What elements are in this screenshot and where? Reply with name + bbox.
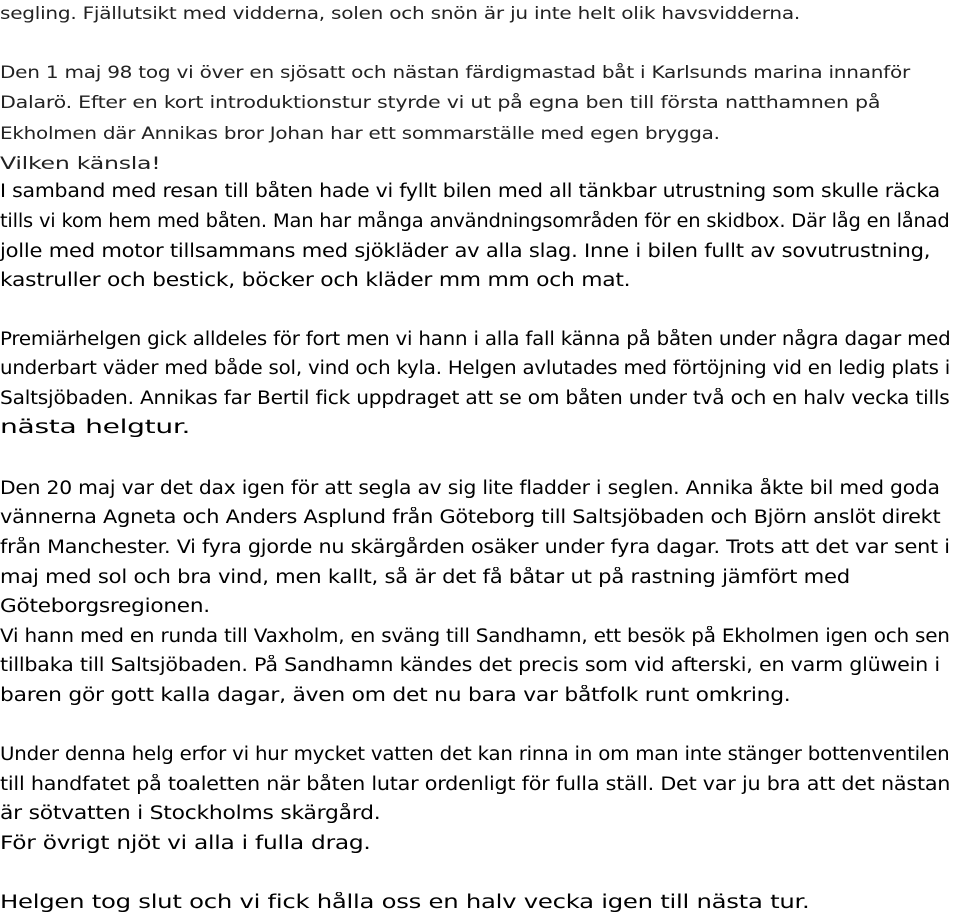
- text-line-25: För övrigt njöt vi alla i fulla drag.: [0, 833, 371, 854]
- text-line-17: maj med sol och bra vind, men kallt, så är det få båtar ut på rastning jämfört med: [0, 567, 850, 588]
- text-line-6: I samband med resan till båten hade vi fyllt bilen med all tänkbar utrustning som skulle räcka: [0, 181, 940, 202]
- text-line-1: segling. Fjällutsikt med vidderna, solen och snön är ju inte helt olik havsvidderna.: [0, 4, 800, 24]
- text-line-13: nästa helgtur.: [0, 417, 191, 438]
- text-line-12: Saltsjöbaden. Annikas far Bertil fick uppdraget att se om båten under två och en halv vecka tills: [0, 388, 950, 409]
- text-line-5: Vilken känsla!: [0, 154, 161, 174]
- text-line-21: baren gör gott kalla dagar, även om det nu bara var båtfolk runt omkring.: [0, 685, 791, 706]
- text-line-19: Vi hann med en runda till Vaxholm, en sväng till Sandhamn, ett besök på Ekholmen igen och sen: [0, 626, 950, 647]
- text-line-3: Dalarö. Efter en kort introduktionstur styrde vi ut på egna ben till första natthamnen på: [0, 93, 881, 113]
- text-line-10: Premiärhelgen gick alldeles för fort men vi hann i alla fall känna på båten under några dagar med: [0, 329, 951, 350]
- text-line-4: Ekholmen där Annikas bror Johan har ett sommarställe med egen brygga.: [0, 124, 720, 144]
- text-line-20: tillbaka till Saltsjöbaden. På Sandhamn kändes det precis som vid afterski, en varm glüwein i: [0, 655, 940, 676]
- text-line-2: Den 1 maj 98 tog vi över en sjösatt och nästan färdigmastad båt i Karlsunds marina innanför: [0, 63, 910, 83]
- text-line-9: kastruller och bestick, böcker och kläder mm mm och mat.: [0, 270, 631, 291]
- text-line-11: underbart väder med både sol, vind och kyla. Helgen avlutades med förtöjning vid en ledig plats i: [0, 358, 951, 379]
- text-line-7: tills vi kom hem med båten. Man har många användningsområden för en skidbox. Där låg en lånad: [0, 211, 950, 232]
- text-line-8: jolle med motor tillsammans med sjökläder av alla slag. Inne i bilen fullt av sovutrustning,: [0, 241, 931, 262]
- text-line-23: till handfatet på toaletten när båten lutar ordenligt för fulla ställ. Det var ju bra att det nästan: [0, 774, 951, 795]
- text-line-26: Helgen tog slut och vi fick hålla oss en halv vecka igen till nästa tur.: [0, 892, 810, 913]
- text-line-18: Göteborgsregionen.: [0, 596, 210, 617]
- text-line-24: är sötvatten i Stockholms skärgård.: [0, 803, 381, 824]
- text-line-15: vännerna Agneta och Anders Asplund från Göteborg till Saltsjöbaden och Björn anslöt direkt: [0, 507, 941, 528]
- text-line-14: Den 20 maj var det dax igen för att segla av sig lite fladder i seglen. Annika åkte bil med goda: [0, 478, 940, 499]
- text-line-22: Under denna helg erfor vi hur mycket vatten det kan rinna in om man inte stänger bottenventilen: [0, 744, 950, 765]
- text-line-16: från Manchester. Vi fyra gjorde nu skärgården osäker under fyra dagar. Trots att det var sent i: [0, 537, 950, 558]
